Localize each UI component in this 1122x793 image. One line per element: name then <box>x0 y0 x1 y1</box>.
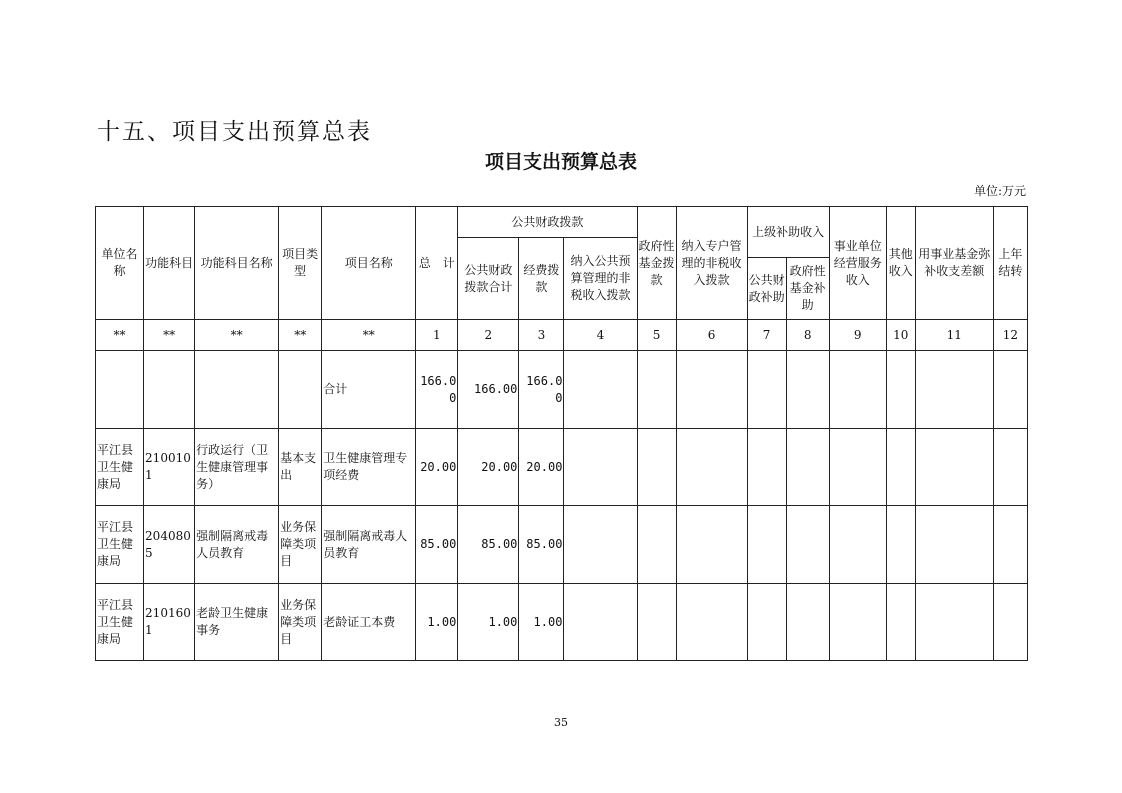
table-title: 项目支出预算总表 <box>484 151 637 173</box>
header-other-income: 其他收入 <box>886 207 915 320</box>
table-cell <box>564 351 637 429</box>
page-number: 35 <box>554 716 568 729</box>
row-pf-total: 85.00 <box>458 506 519 584</box>
row-type: 基本支出 <box>279 429 322 506</box>
header-sub-gov-fund: 政府性基金补助 <box>786 258 829 320</box>
table-cell <box>915 429 993 506</box>
row-func-name: 老龄卫生健康事务 <box>195 584 279 661</box>
header-row-1 <box>96 207 1028 238</box>
row-code: 2040805 <box>144 506 195 584</box>
row-unit: 平江县卫生健康局 <box>96 584 144 661</box>
table-cell <box>829 351 886 429</box>
table-cell <box>886 351 915 429</box>
row-pf-total: 1.00 <box>458 584 519 661</box>
summary-total: 166.00 <box>416 351 458 429</box>
header-superior-subsidy: 上级补助收入 <box>747 207 829 258</box>
header-unit-name: 单位名称 <box>96 207 144 320</box>
index-cell: 1 <box>416 320 458 351</box>
row-project: 卫生健康管理专项经费 <box>322 429 416 506</box>
header-project-name: 项目名称 <box>322 207 416 320</box>
header-carryover: 上年结转 <box>993 207 1027 320</box>
table-row <box>96 506 1028 584</box>
row-code: 2101601 <box>144 584 195 661</box>
table-cell <box>564 429 637 506</box>
header-total: 总 计 <box>416 207 458 320</box>
table-cell <box>886 506 915 584</box>
summary-pf-funding: 166.00 <box>519 351 564 429</box>
table-cell <box>786 429 829 506</box>
row-func-name: 行政运行（卫生健康管理事务） <box>195 429 279 506</box>
table-cell <box>96 351 144 429</box>
row-code: 2100101 <box>144 429 195 506</box>
row-total: 85.00 <box>416 506 458 584</box>
index-cell: 8 <box>786 320 829 351</box>
summary-label: 合计 <box>322 351 416 429</box>
index-row <box>96 320 1028 351</box>
table-row <box>96 429 1028 506</box>
header-func-name: 功能科目名称 <box>195 207 279 320</box>
header-special-nontax: 纳入专户管理的非税收入拨款 <box>676 207 747 320</box>
table-cell <box>993 584 1027 661</box>
row-total: 1.00 <box>416 584 458 661</box>
header-business-income: 事业单位经营服务收入 <box>829 207 886 320</box>
table-cell <box>786 584 829 661</box>
index-cell: 2 <box>458 320 519 351</box>
table-cell <box>747 506 786 584</box>
index-cell: 4 <box>564 320 637 351</box>
header-pf-nontax: 纳入公共预算管理的非税收入拨款 <box>564 238 637 320</box>
index-cell: ** <box>279 320 322 351</box>
row-pf-total: 20.00 <box>458 429 519 506</box>
header-sub-public: 公共财政补助 <box>747 258 786 320</box>
table-cell <box>993 351 1027 429</box>
table-cell <box>993 506 1027 584</box>
row-pf-funding: 1.00 <box>519 584 564 661</box>
table-cell <box>564 584 637 661</box>
index-cell: 6 <box>676 320 747 351</box>
summary-row <box>96 351 1028 429</box>
row-project: 老龄证工本费 <box>322 584 416 661</box>
section-heading: 十五、项目支出预算总表 <box>97 119 372 145</box>
table-row <box>96 584 1028 661</box>
budget-table <box>95 206 1028 661</box>
index-cell: 3 <box>519 320 564 351</box>
row-unit: 平江县卫生健康局 <box>96 429 144 506</box>
table-cell <box>676 429 747 506</box>
header-fund-cover: 用事业基金弥补收支差额 <box>915 207 993 320</box>
header-pf-total: 公共财政拨款合计 <box>458 238 519 320</box>
table-cell <box>564 506 637 584</box>
index-cell: ** <box>96 320 144 351</box>
header-pf-funding: 经费拨款 <box>519 238 564 320</box>
index-cell: 10 <box>886 320 915 351</box>
row-pf-funding: 20.00 <box>519 429 564 506</box>
row-total: 20.00 <box>416 429 458 506</box>
table-cell <box>676 584 747 661</box>
index-cell: ** <box>144 320 195 351</box>
header-func-code: 功能科目 <box>144 207 195 320</box>
table-cell <box>637 429 676 506</box>
table-cell <box>279 351 322 429</box>
table-cell <box>637 351 676 429</box>
index-cell: 5 <box>637 320 676 351</box>
row-func-name: 强制隔离戒毒人员教育 <box>195 506 279 584</box>
table-cell <box>829 584 886 661</box>
table-cell <box>915 506 993 584</box>
table-cell <box>915 584 993 661</box>
table-cell <box>676 506 747 584</box>
row-pf-funding: 85.00 <box>519 506 564 584</box>
table-cell <box>886 584 915 661</box>
row-type: 业务保障类项目 <box>279 584 322 661</box>
table-cell <box>829 506 886 584</box>
table-cell <box>993 429 1027 506</box>
summary-pf-total: 166.00 <box>458 351 519 429</box>
row-unit: 平江县卫生健康局 <box>96 506 144 584</box>
index-cell: 11 <box>915 320 993 351</box>
header-project-type: 项目类型 <box>279 207 322 320</box>
table-cell <box>747 351 786 429</box>
table-cell <box>915 351 993 429</box>
row-project: 强制隔离戒毒人员教育 <box>322 506 416 584</box>
index-cell: ** <box>322 320 416 351</box>
header-gov-fund: 政府性基金拨款 <box>637 207 676 320</box>
row-type: 业务保障类项目 <box>279 506 322 584</box>
table-cell <box>886 429 915 506</box>
table-cell <box>637 584 676 661</box>
table-cell <box>637 506 676 584</box>
table-cell <box>195 351 279 429</box>
table-cell <box>747 429 786 506</box>
unit-label: 单位:万元 <box>973 184 1026 198</box>
table-cell <box>676 351 747 429</box>
index-cell: 9 <box>829 320 886 351</box>
index-cell: 7 <box>747 320 786 351</box>
table-cell <box>786 351 829 429</box>
table-cell <box>829 429 886 506</box>
table-cell <box>747 584 786 661</box>
table-cell <box>144 351 195 429</box>
header-public-finance: 公共财政拨款 <box>458 207 637 238</box>
index-cell: 12 <box>993 320 1027 351</box>
index-cell: ** <box>195 320 279 351</box>
table-cell <box>786 506 829 584</box>
